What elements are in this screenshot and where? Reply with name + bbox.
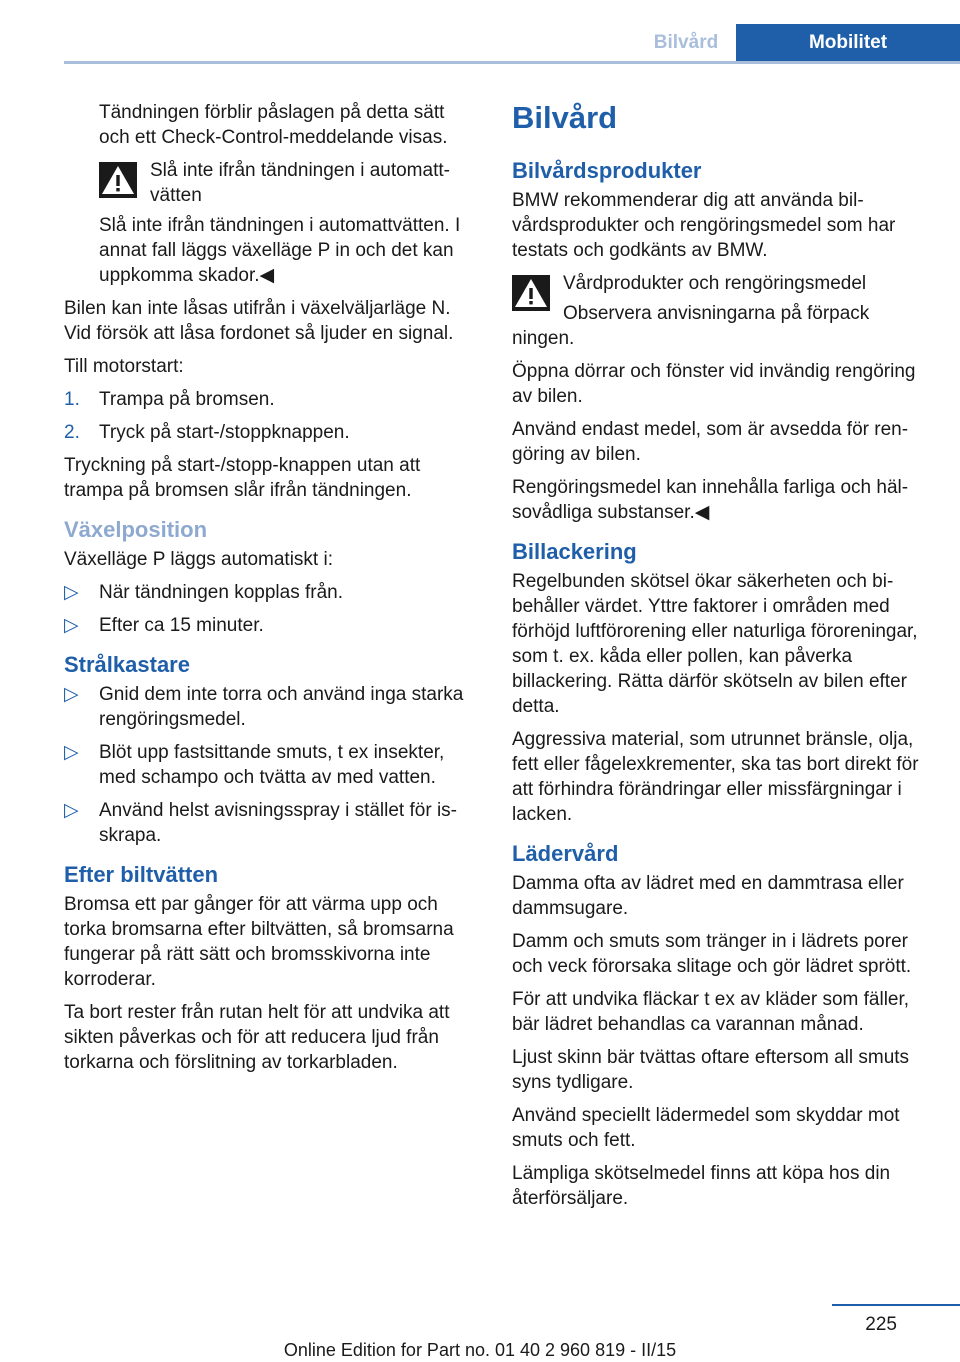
warning-block (512, 271, 928, 351)
triangle-right-icon: ▷ (64, 615, 79, 636)
footer-edition: Online Edition for Part no. 01 40 2 960 819 - II/15 (283, 1340, 677, 1360)
heading-ladervard: Lädervård (512, 841, 619, 866)
warning-body-continued: ningen. (512, 328, 575, 349)
list-item (64, 613, 478, 638)
tab-mobilitet[interactable]: Mobilitet (736, 24, 960, 62)
list-item-text: När tändningen kopplas från. (99, 582, 343, 603)
paragraph: Tryckning på start-/stopp-knappen utan att trampa på bromsen slår ifrån tändningen. (64, 455, 421, 501)
warning-title: Vårdprodukter och rengöringsmedel (563, 273, 867, 294)
left-column (64, 100, 478, 1083)
paragraph: Aggressiva material, som utrunnet bränsle, olja, fett eller fågelexkrementer, ska tas bort direkt för att förhindra förändringar eller missfärgningar i lacken. (512, 729, 919, 825)
list-item (64, 580, 478, 605)
right-column (512, 100, 928, 1219)
list-item (64, 387, 478, 412)
paragraph: Ljust skinn bär tvättas oftare eftersom all smuts syns tydligare. (512, 1047, 910, 1093)
warning-triangle-icon (512, 275, 550, 311)
list-item (64, 420, 478, 445)
paragraph: Växelläge P läggs automatiskt i: (64, 549, 333, 570)
heading-vaxelposition: Växelposition (64, 517, 208, 542)
triangle-right-icon: ▷ (64, 582, 79, 603)
heading-billackering: Billackering (512, 539, 637, 564)
heading-stralkastare: Strålkastare (64, 652, 190, 677)
paragraph: Använd endast medel, som är avsedda för rengöring av bilen. (512, 419, 909, 465)
paragraph: Ta bort rester från rutan helt för att undvika att sikten påverkas och för att reducera ljud från torkarna och förslitning av torkarbladen. (64, 1002, 450, 1073)
paragraph: Regelbunden skötsel ökar säkerheten och bibehåller värdet. Yttre faktorer i områden med förhöjd luftförorening eller naturliga föroreningar, som t. ex. kåda eller pollen, kan påverka billackering. Rätta därför skötseln av bilen efter detta. (512, 571, 918, 717)
header-rule (64, 61, 960, 64)
paragraph: Använd speciellt lädermedel som skyddar mot smuts och fett. (512, 1105, 900, 1151)
paragraph: För att undvika fläckar t ex av kläder som fäller, bär lädret behandlas ca varannan månad. (512, 989, 910, 1035)
list-item (64, 682, 478, 732)
warning-block (64, 158, 478, 288)
heading-efter-biltvatten: Efter biltvätten (64, 862, 219, 887)
numbered-list (64, 387, 478, 445)
list-item-text: Trampa på bromsen. (99, 389, 275, 410)
warning-body: Slå inte ifrån tändningen i automattvätten. I annat fall läggs växelläge P in och det kan uppkomma skador.◀ (99, 215, 461, 286)
paragraph: Lämpliga skötselmedel finns att köpa hos din återförsäljare. (512, 1163, 891, 1209)
heading-bilvard: Bilvård (512, 100, 618, 135)
warning-body: Observera anvisningarna på förpack (563, 303, 870, 324)
triangle-right-icon: ▷ (64, 742, 79, 763)
list-item (64, 798, 478, 848)
paragraph: Damma ofta av lädret med en dammtrasa eller dammsugare. (512, 873, 904, 919)
footer-rule (832, 1304, 960, 1306)
paragraph: Bilen kan inte låsas utifrån i växelväljarläge N. Vid försök att låsa fordonet så ljuder en signal. (64, 298, 454, 344)
heading-bilvardsprodukter: Bilvårdsprodukter (512, 158, 702, 183)
paragraph: Bromsa ett par gånger för att värma upp och torka bromsarna efter biltvätten, så bromsarna fungerar på rätt sätt och bromsskivorna inte korroderar. (64, 894, 454, 990)
paragraph: Till motorstart: (64, 356, 184, 377)
paragraph: Tändningen förblir påslagen på detta sätt och ett Check-Control-meddelande visas. (99, 102, 448, 148)
list-item-text: Tryck på start-/stoppknappen. (99, 422, 350, 443)
paragraph: BMW rekommenderar dig att använda bilvårdsprodukter och rengöringsmedel som har testats och godkänts av BMW. (512, 190, 896, 261)
list-number: 1. (64, 389, 80, 410)
list-item-text: Efter ca 15 minuter. (99, 615, 264, 636)
page-number: 225 (865, 1314, 897, 1335)
warning-title: Slå inte ifrån tändningen i automattvätten (150, 160, 450, 206)
list-item-text: Blöt upp fastsittande smuts, t ex insekter, med schampo och tvätta av med vatten. (99, 742, 445, 788)
warning-triangle-icon (99, 162, 137, 198)
paragraph: Rengöringsmedel kan innehålla farliga och hälsovådliga substanser.◀ (512, 477, 909, 523)
paragraph: Öppna dörrar och fönster vid invändig rengöring av bilen. (512, 361, 916, 407)
bullet-list (64, 580, 478, 638)
tab-bilvard[interactable]: Bilvård (636, 24, 736, 62)
triangle-right-icon: ▷ (64, 684, 79, 705)
bullet-list (64, 682, 478, 848)
list-item (64, 740, 478, 790)
header-tabs (636, 24, 960, 62)
paragraph: Damm och smuts som tränger in i lädrets porer och veck förorsaka slitage och gör lädret sprött. (512, 931, 912, 977)
list-number: 2. (64, 422, 80, 443)
list-item-text: Använd helst avisningsspray i stället för isskrapa. (99, 800, 457, 846)
list-item-text: Gnid dem inte torra och använd inga starka rengöringsmedel. (99, 684, 464, 730)
triangle-right-icon: ▷ (64, 800, 79, 821)
